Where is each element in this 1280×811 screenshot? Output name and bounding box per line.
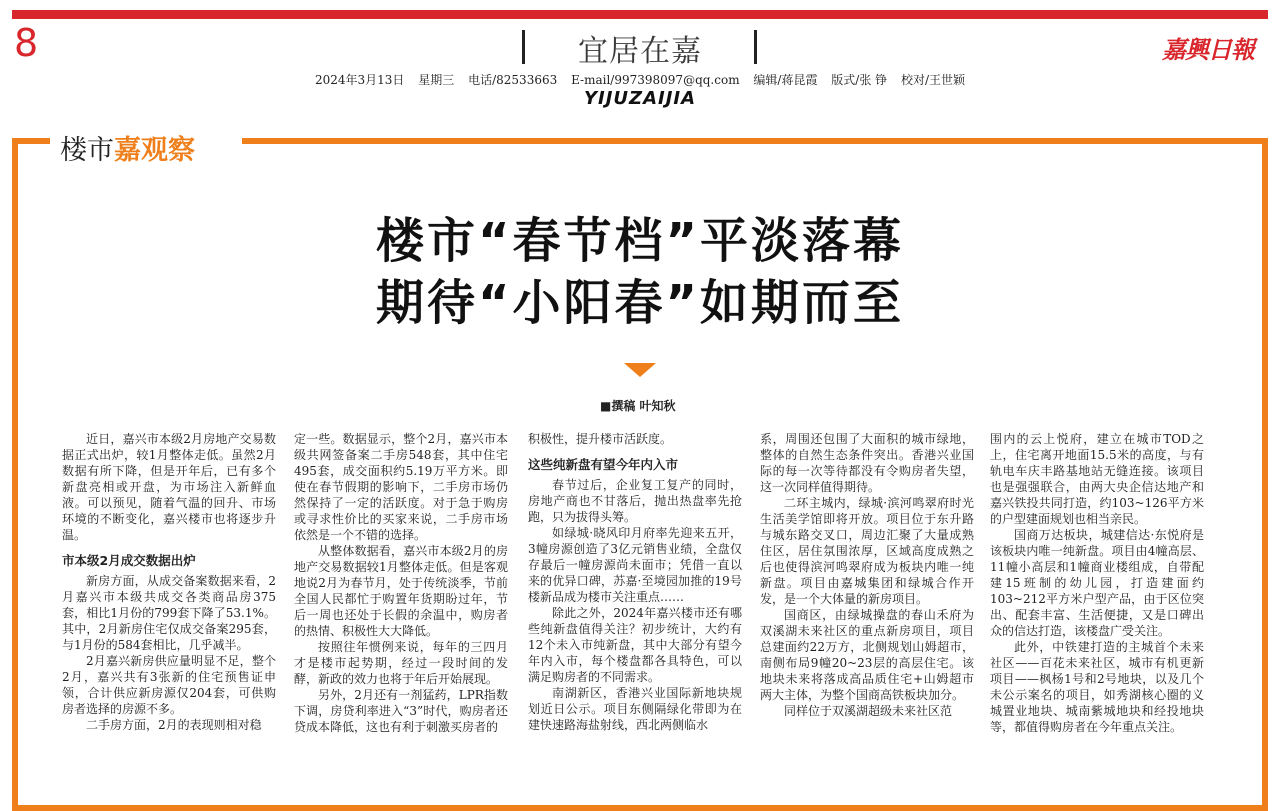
paragraph: 从整体数据看，嘉兴市本级2月的房地产交易数据较1月整体走低。但是客观地说2月为春节月，处于传统淡季，节前全国人民都忙于购置年货期盼过年，节后一周也还处于长假的余温中，购房者的热情、积极性大大降低。 <box>294 544 508 638</box>
article-column-5 <box>990 431 1204 735</box>
byline: ■撰稿 叶知秋 <box>600 399 676 413</box>
page-number: 8 <box>14 21 39 65</box>
article-column-2 <box>294 431 508 735</box>
proofreader-credit: 校对/王世颖 <box>900 73 966 87</box>
paragraph: 围内的云上悦府，建立在城市TOD之上，住宅离开地面15.5米的高度，与有轨电车庆丰路基地站无缝连接。该项目也是强强联合，由两大央企信达地产和嘉兴铁投共同打造，约103~126平方米的户型建面规划也相当亲民。 <box>990 432 1204 526</box>
headline-line-2: 期待“小阳春”如期而至 <box>375 275 905 331</box>
editor-credit: 编辑/蒋昆霞 <box>753 73 818 87</box>
article-column-4 <box>760 431 974 719</box>
paragraph: 国商区，由绿城操盘的春山禾府为双溪湖未来社区的重点新房项目，项目总建面约22万方，北侧规划山姆超市，南侧布局9幢20~23层的高层住宅。该地块未来将落成高品质住宅+山姆超市两大主体，为整个国商高铁板块加分。 <box>760 608 974 702</box>
column-tab-label-main: 楼市 <box>60 135 114 166</box>
orange-triangle-marker <box>624 363 656 377</box>
subheading: 市本级2月成交数据出炉 <box>62 553 196 568</box>
designer-credit: 版式/张 铮 <box>831 73 888 87</box>
section-title: 宜居在嘉 <box>578 34 702 69</box>
issue-date: 2024年3月13日 <box>314 73 405 87</box>
masthead-meta <box>0 71 1280 88</box>
contact-email: E-mail/997398097@qq.com <box>571 73 740 87</box>
paragraph: 二手房方面，2月的表现则相对稳 <box>86 718 262 732</box>
paragraph: 定一些。数据显示，整个2月，嘉兴市本级共网签备案二手房548套，其中住宅495套，成交面积约5.19万平方米。即使在春节假期的影响下，二手房市场仍然保持了一定的活跃度。对于急于购房或寻求性价比的买家来说，二手房市场依然是一个不错的选择。 <box>294 432 508 542</box>
paragraph: 此外，中铁建打造的主城首个未来社区——百花未来社区，城市有机更新项目——枫杨1号和2号地块，以及几个未公示案名的项目，如秀湖核心圈的义城置业地块、城南紫城地块和经投地块等，都值得购房者在今年重点关注。 <box>990 640 1204 734</box>
paragraph: 二环主城内，绿城·滨河鸣翠府时光生活美学馆即将开放。项目位于东升路与城东路交叉口，周边汇聚了大量成熟住区，居住氛围浓厚，区域高度成熟之后也使得滨河鸣翠府成为板块内唯一纯新盘。项目由嘉城集团和绿城合作开发，是一个大体量的新房项目。 <box>760 496 974 606</box>
paragraph: 新房方面，从成交备案数据来看，2月嘉兴市本级共成交各类商品房375套，相比1月份的799套下降了53.1%。其中，2月新房住宅仅成交备案295套，与1月份的584套相比，几乎减半。 <box>62 574 276 652</box>
paragraph: 春节过后，企业复工复产的同时，房地产商也不甘落后，抛出热盘率先抢跑，只为拔得头筹。 <box>528 478 742 524</box>
column-tab-label-accent: 嘉观察 <box>114 135 195 166</box>
paragraph: 2月嘉兴新房供应量明显不足，整个2月，嘉兴共有3张新的住宅预售证申领，合计供应新房源仅204套，可供购房者选择的房源不多。 <box>62 654 276 716</box>
paragraph: 系，周围还包围了大面积的城市绿地，整体的自然生态条件突出。香港兴业国际的每一次等待都没有令购房者失望，这一次同样值得期待。 <box>760 432 974 494</box>
paragraph: 如绿城·晓风印月府率先迎来五开，3幢房源创造了3亿元销售业绩，全盘仅存最后一幢房源尚未面市；凭借一直以来的优异口碑，苏嘉·至境园加推的19号楼新品成为楼市关注重点…… <box>528 526 742 604</box>
title-divider-right <box>754 30 757 64</box>
paragraph: 除此之外，2024年嘉兴楼市还有哪些纯新盘值得关注？初步统计，大约有12个未入市纯新盘，其中大部分有望今年内入市，每个楼盘都各具特色，可以满足购房者的不同需求。 <box>528 606 742 684</box>
column-tab <box>60 128 195 167</box>
paragraph: 南湖新区，香港兴业国际新地块规划近日公示。项目东侧隔绿化带即为在建快速路海盐射线，西北两侧临水 <box>528 686 742 732</box>
paragraph: 另外，2月还有一剂猛药，LPR指数下调，房贷利率进入“3”时代，购房者还贷成本降低，这也有利于刺激买房者的 <box>294 688 508 734</box>
headline-line-1: 楼市“春节档”平淡落幕 <box>375 213 905 269</box>
newspaper-logo: 嘉興日報 <box>1162 35 1254 64</box>
paragraph: 同样位于双溪湖超级未来社区范 <box>784 704 953 718</box>
paragraph: 国商万达板块，城建信达·东悦府是该板块内唯一纯新盘。项目由4幢高层、11幢小高层和1幢商业楼组成，自带配建15班制的幼儿园，打造建面约103~212平方米户型产品，由于区位突出、配套丰富、生活便捷，又是口碑出众的信达打造，该楼盘广受关注。 <box>990 528 1204 638</box>
subheading: 这些纯新盘有望今年内入市 <box>528 457 679 472</box>
paragraph: 积极性，提升楼市活跃度。 <box>528 432 673 446</box>
contact-phone: 电话/82533663 <box>468 73 558 87</box>
issue-weekday: 星期三 <box>418 73 455 87</box>
section-pinyin: YIJUZAIJIA <box>583 88 697 109</box>
paragraph: 按照往年惯例来说，每年的三四月才是楼市起势期，经过一段时间的发酵，新政的效力也将于年后开始展现。 <box>294 640 508 686</box>
article-column-1 <box>62 431 276 733</box>
top-red-rule <box>12 10 1268 19</box>
article-column-3 <box>528 431 742 733</box>
paragraph: 近日，嘉兴市本级2月房地产交易数据正式出炉，较1月整体走低。虽然2月数据有所下降，但是开年后，已有多个新盘亮相或开盘，为市场注入新鲜血液。可以预见，随着气温的回升、市场环境的不断变化，嘉兴楼市也将逐步升温。 <box>62 432 276 542</box>
